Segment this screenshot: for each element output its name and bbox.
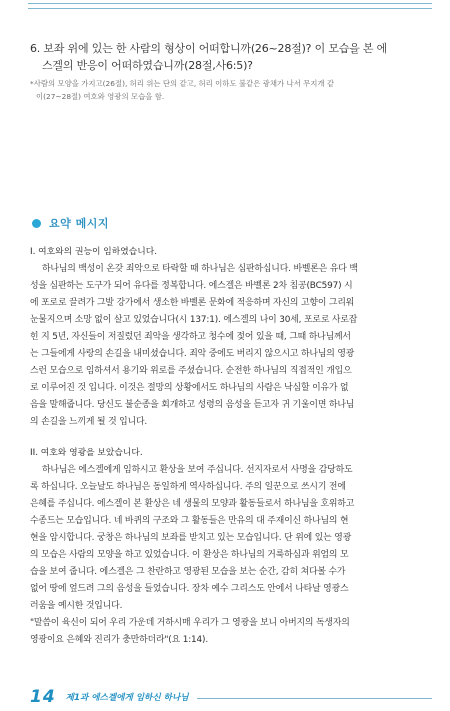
question-line: 스겔의 반응이 어떠하였습니까(28절,사6:5)?	[42, 59, 253, 72]
section-2-line: 의 모습은 사람의 모양을 하고 있었습니다. 이 환상은 하나님의 거룩하심과 위엄의 모	[30, 550, 349, 560]
section-2-quote-line: 영광이요 은혜와 진리가 충만하더라"(요 1:14).	[30, 635, 209, 645]
section-2-quote-line: "말씀이 육신이 되어 우리 가운데 거하시매 우리가 그 영광을 보니 아버지의 독생자의	[30, 618, 350, 628]
summary-title: 요약 메시지	[49, 217, 109, 230]
section-2-line: 하나님은 에스겔에게 임하시고 환상을 보여 주십니다. 선지자로서 사명을 감당하도	[42, 465, 353, 475]
section-1-line: 눈물지으며 소망 없이 살고 있었습니다(시 137:1). 에스겔의 나이 30세, 포로로 사로잡	[30, 315, 358, 325]
section-1-line: 의 손길을 느끼게 될 것 입니다.	[30, 417, 148, 427]
section-1-line: 힌 지 5년, 자신들이 저질렀던 죄악을 생각하고 청수에 젖어 있을 때, 그때 하나님께서	[30, 332, 351, 342]
section-2	[30, 445, 434, 649]
question-note: *사람의 모양을 가지고(26절), 허리 위는 단의 같고, 허리 이하도 불같은 광채가 나서 무지개 같	[30, 79, 334, 88]
section-2-line: 수종드는 모습입니다. 네 바퀴의 구조와 그 활동들은 만유의 대 주재이신 하나님의 현	[30, 516, 349, 526]
section-1-title: I. 여호와의 권능이 임하였습니다.	[30, 247, 158, 257]
section-1-line: 는 그들에게 사랑의 손길을 내미셨습니다. 죄악 중에도 버리지 않으시고 하나님의 영광	[30, 349, 355, 359]
section-2-line: 러움을 예시한 것입니다.	[30, 601, 123, 611]
question-note: 이(27~28절) 여호와 영광의 모습을 함.	[36, 92, 165, 101]
footer-rule	[197, 698, 432, 699]
summary-heading	[32, 215, 109, 231]
section-1-line: 성을 심판하는 도구가 되어 유다를 정복합니다. 에스겔은 바벨론 2차 침공(BC597) 시	[30, 281, 353, 291]
section-2-line: 없어 땅에 엎드려 그의 음성을 들었습니다. 장차 예수 그리스도 안에서 나타날 영광스	[30, 584, 349, 594]
section-1-line: 스런 모습으로 임하셔서 용기와 위로를 주셨습니다. 순전한 하나님의 직접적인 개입으	[30, 366, 352, 376]
page-number: 14	[30, 687, 56, 707]
section-2-line: 습을 보여 줍니다. 에스겔은 그 찬란하고 영광된 모습을 보는 순간, 감히 쳐다볼 수가	[30, 567, 346, 577]
page-footer	[30, 686, 432, 708]
section-2-line: 은혜를 주십니다. 에스겔이 본 환상은 네 생물의 모양과 활동들로서 하나님을 호위하고	[30, 499, 355, 509]
section-2-line: 현을 암시합니다. 궁창은 하나님의 보좌를 받치고 있는 모습입니다. 단 위에 있는 영광	[30, 533, 352, 543]
section-1	[30, 244, 434, 431]
section-2-line: 록 하십니다. 오늘날도 하나님은 동일하게 역사하십니다. 주의 일꾼으로 쓰시기 전에	[30, 482, 346, 492]
section-1-line: 로 이루어진 것 입니다. 이것은 절망의 상황에서도 하나님의 사람은 낙심할 이유가 없	[30, 383, 349, 393]
question-line: 6. 보좌 위에 있는 한 사람의 형상이 어떠합니까(26~28절)? 이 모습을 본 에	[30, 42, 388, 55]
top-decorative-rule	[28, 3, 432, 9]
chapter-title: 제1과 에스겔에게 임하신 하나님	[65, 693, 189, 703]
section-2-title: II. 여호와 영광을 보았습니다.	[30, 448, 143, 458]
question-block	[30, 40, 432, 103]
section-1-line: 하나님의 백성이 온갖 죄악으로 타락할 때 하나님은 심판하십니다. 바벨론은 유다 백	[42, 264, 358, 274]
section-1-line: 에 포로로 끌려가 그발 강가에서 생소한 바벨론 문화에 적응하며 자신의 고향이 그리워	[30, 298, 355, 308]
bullet-dot-icon	[32, 219, 41, 228]
section-1-line: 음을 말해줍니다. 당신도 불순종을 회개하고 성령의 음성을 듣고자 귀 기울이면 하나님	[30, 400, 355, 410]
